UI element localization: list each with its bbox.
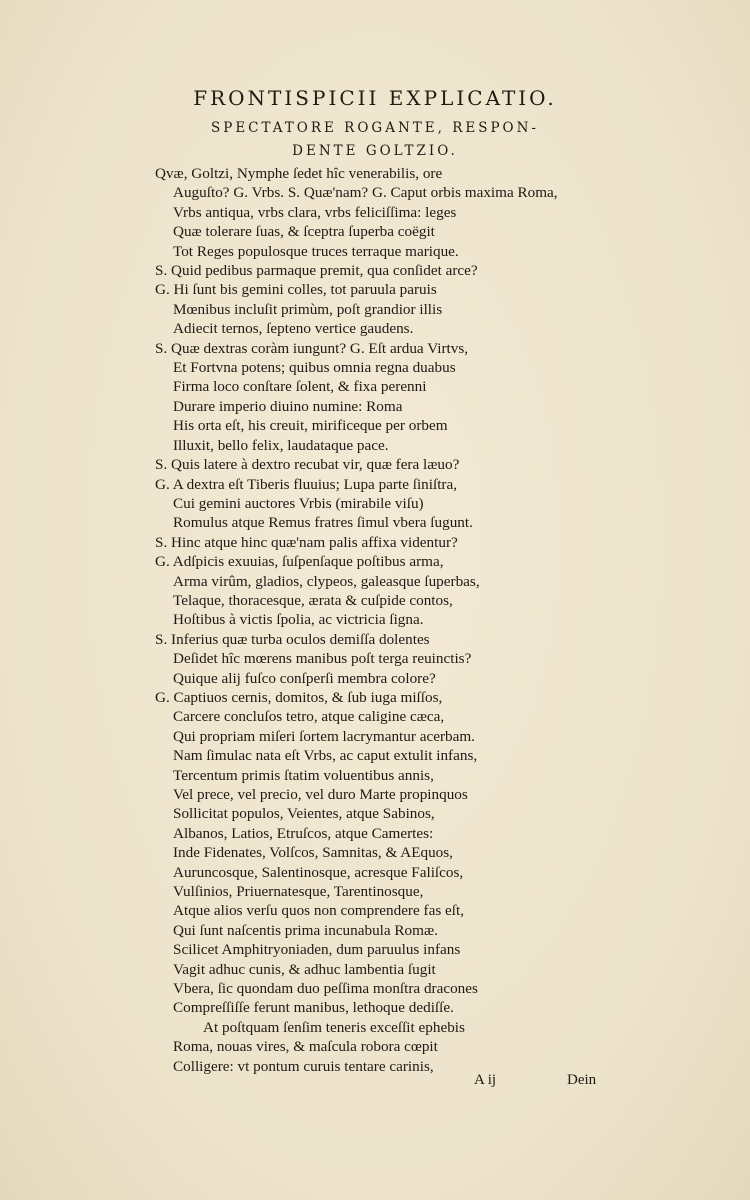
page-subtitle-line-1: SPECTATORE ROGANTE, RESPON-	[211, 120, 539, 136]
catchword: Dein	[567, 1072, 597, 1088]
verse-line: Sollicitat populos, Veientes, atque Sabinos,	[173, 805, 435, 823]
verse-line: Firma loco conſtare ſolent, & fixa perenni	[173, 378, 427, 396]
verse-line: Albanos, Latios, Etruſcos, atque Camertes:	[173, 824, 434, 842]
verse-line: Mœnibus incluſit primùm, poſt grandior illis	[173, 300, 443, 318]
verse-line: Vagit adhuc cunis, & adhuc lambentia ſugit	[173, 960, 436, 978]
verse-line: Qui propriam miſeri ſortem lacrymantur acerbam.	[173, 727, 475, 745]
verse-line: Scilicet Amphitryoniaden, dum paruulus infans	[173, 941, 461, 959]
verse-line: Nam ſimulac nata eſt Vrbs, ac caput extulit infans,	[173, 747, 478, 765]
verse-line: S. Quæ dextras coràm iungunt? G. Eſt ardua Virtvs,	[155, 339, 469, 357]
verse-line: Telaque, thoracesque, ærata & cuſpide contos,	[173, 591, 453, 609]
verse-line: Atque alios verſu quos non comprendere fas eſt,	[173, 902, 465, 920]
verse-line: Romulus atque Remus fratres ſimul vbera ſugunt.	[173, 514, 473, 532]
page-title: FRONTISPICII EXPLICATIO.	[193, 86, 557, 110]
verse-line: Arma virûm, gladios, clypeos, galeasque ſuperbas,	[173, 572, 480, 590]
verse-line: Inde Fidenates, Volſcos, Samnitas, & AEquos,	[173, 844, 453, 862]
verse-line: Quæ tolerare ſuas, & ſceptra ſuperba coëgit	[173, 223, 435, 241]
verse-line: His orta eſt, his creuit, mirificeque per orbem	[173, 417, 448, 435]
verse-line: Durare imperio diuino numine: Roma	[173, 397, 403, 415]
verse-line: Vel prece, vel precio, vel duro Marte propinquos	[173, 786, 468, 803]
signature-mark: A ij	[474, 1072, 497, 1088]
verse-line: Roma, nouas vires, & maſcula robora cœpit	[173, 1038, 438, 1056]
verse-line: Et Fortvna potens; quibus omnia regna duabus	[173, 359, 456, 377]
verse-line: S. Quid pedibus parmaque premit, qua conſidet arce?	[155, 262, 478, 280]
verse-line: G. Captiuos cernis, domitos, & ſub iuga miſſos,	[155, 688, 443, 706]
verse-line: Colligere: vt pontum curuis tentare carinis,	[173, 1057, 434, 1075]
verse-line: Hoſtibus à victis ſpolia, ac victricia ſigna.	[173, 611, 424, 629]
page-subtitle-line-2: DENTE GOLTZIO.	[292, 143, 458, 159]
verse-line: Cui gemini auctores Vrbis (mirabile viſu)	[173, 494, 424, 512]
verse-line: Illuxit, bello felix, laudataque pace.	[173, 436, 389, 454]
verse-line: G. A dextra eſt Tiberis fluuius; Lupa parte ſiniſtra,	[155, 475, 458, 493]
verse-line: S. Inferius quæ turba oculos demiſſa dolentes	[155, 630, 430, 648]
verse-line: Qvæ, Goltzi, Nymphe ſedet hîc venerabilis, ore	[155, 165, 443, 182]
verse-line: Carcere concluſos tetro, atque caligine cæca,	[173, 708, 445, 726]
verse-line: Auguſto? G. Vrbs. S. Quæ'nam? G. Caput orbis maxima Roma,	[173, 184, 558, 202]
verse-line: Deſidet hîc mœrens manibus poſt terga reuinctis?	[173, 650, 472, 668]
verse-line: G. Hi ſunt bis gemini colles, tot paruula paruis	[155, 281, 437, 299]
verse-line: S. Quis latere à dextro recubat vir, quæ fera læuo?	[155, 456, 460, 474]
verse-line: At poſtquam ſenſim teneris exceſſit ephebis	[203, 1018, 465, 1036]
verse-line: Vbera, ſic quondam duo peſſima monſtra dracones	[173, 980, 478, 998]
verse-line: Auruncosque, Salentinosque, acresque Faliſcos,	[173, 863, 464, 881]
verse-line: Vrbs antiqua, vrbs clara, vrbs feliciſſima: leges	[173, 203, 457, 221]
verse-line: Vulſinios, Priuernatesque, Tarentinosque,	[173, 883, 424, 901]
verse-line: Adiecit ternos, ſepteno vertice gaudens.	[173, 320, 414, 338]
verse-line: Qui ſunt naſcentis prima incunabula Romæ.	[173, 921, 438, 939]
verse-line: S. Hinc atque hinc quæ'nam palis affixa videntur?	[155, 533, 458, 551]
verse-line: Compreſſiſſe ferunt manibus, lethoque dediſſe.	[173, 999, 454, 1017]
verse-line: Tercentum primis ſtatim voluentibus annis,	[173, 766, 434, 784]
verse-text-block	[155, 164, 625, 1076]
verse-line: G. Adſpicis exuuias, ſuſpenſaque poſtibus arma,	[155, 553, 444, 571]
verse-line: Tot Reges populosque truces terraque marique.	[173, 242, 459, 260]
verse-line: Quique alij fuſco conſperſi membra colore?	[173, 669, 436, 687]
